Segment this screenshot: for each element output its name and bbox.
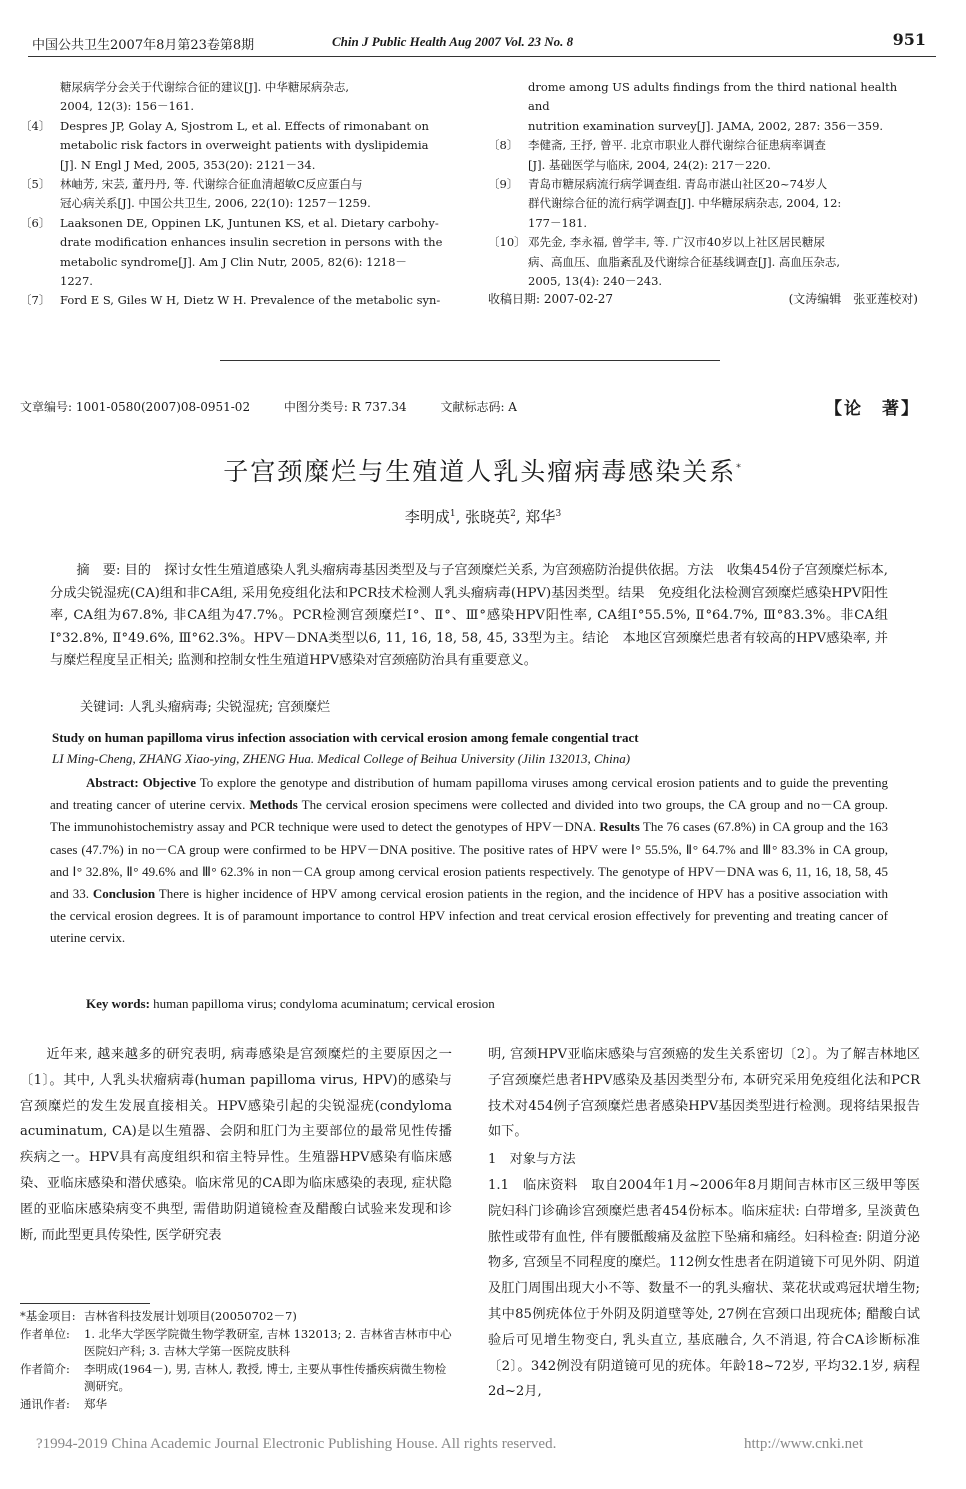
article-title: 子宫颈糜烂与生殖道人乳头瘤病毒感染关系* bbox=[223, 457, 743, 486]
reference-9: 〔9〕 青岛市糖尿病流行病学调查组. 青岛市湛山社区20~74岁人 群代谢综合征的流行病学调查[J]. 中华糖尿病杂志, 2004, 12: 177－181. bbox=[488, 177, 842, 230]
clc-number: 中图分类号: R 737.34 bbox=[283, 400, 407, 414]
body-left: 近年来, 越来越多的研究表明, 病毒感染是宫颈糜烂的主要原因之一〔1〕。其中, 人乳头状瘤病毒(human papilloma virus, HPV)的感染与宫颈糜烂的发生发展直接相关。HPV感染引起的尖锐湿疣(condyloma acuminatum, CA)是以生殖器、会阴和肛门为主要部位的最常见性传播疾病之一。HPV具有高度组织和宿主特异性。生殖器HPV感染有临床感染、亚临床感染和潜伏感染。临床常见的CA即为临床感染的表现, 症状隐匿的亚临床感染病变不典型, 需借助阴道镜检查及醋酸白试验来发现和诊断, 而此型更具传染性, 医学研究表 bbox=[20, 1047, 452, 1243]
article-separator bbox=[220, 360, 720, 361]
title-footnote-mark: * bbox=[736, 463, 743, 474]
copyright: ?1994-2019 China Academic Journal Electronic Publishing House. All rights reserved. bbox=[36, 1436, 557, 1452]
references-right bbox=[488, 78, 920, 291]
reference-4: 〔4〕 Despres JP, Golay A, Sjostrom L, et al. Effects of rimonabant on metabolic risk factors in overweight patients with dyslipidemia [J]. N Engl J Med, 2005, 353(20): 2121－34. bbox=[20, 118, 429, 172]
reference-10: 〔10〕 邓先金, 李永福, 曾学丰, 等. 广汉市40岁以上社区居民糖尿 病、高血压、血脂紊乱及代谢综合征基线调查[J]. 高血压杂志, 2005, 13(4): 240－243. bbox=[488, 235, 841, 289]
author: 张晓英 bbox=[465, 508, 511, 526]
reference-continuation: 糖尿病学分会关于代谢综合征的建议[J]. 中华糖尿病杂志, 2004, 12(3): 156－161. bbox=[60, 80, 350, 114]
journal-en: Chin J Public Health Aug 2007 Vol. 23 No. 8 bbox=[332, 34, 574, 49]
reference-5: 〔5〕 林岫芳, 宋芸, 董丹丹, 等. 代谢综合征血清超敏C反应蛋白与 冠心病关系[J]. 中国公共卫生, 2006, 22(10): 1257－1259. bbox=[20, 177, 371, 211]
header-rule bbox=[28, 56, 936, 57]
reference-6: 〔6〕 Laaksonen DE, Oppinen LK, Juntunen KS, et al. Dietary carbohy- drate modification enhances insulin secretion in persons with the metabolic syndrome[J]. Am J Clin Nutr, 2005, 82(6): 1218－ 1227. bbox=[20, 215, 443, 289]
page-number: 951 bbox=[892, 30, 926, 49]
running-header bbox=[32, 30, 932, 54]
keywords-en: Key words: human papilloma virus; condyloma acuminatum; cervical erosion bbox=[86, 996, 495, 1011]
article-meta bbox=[20, 398, 920, 415]
abstract-en: Abstract: Objective To explore the genotype and distribution of humam papilloma viruses among cervical erosion patients and to guide the preventing and treating cancer of uterine cervix. Methods The cervical erosion specimens were collected and divided into two groups, the CA group and no－CA group. The immunohistochemistry assay and PCR technique were used to detect the genotypes of HPV－DNA. Results The 76 cases (67.8%) in CA group and the 163 cases (47.7%) in no－CA group were confirmed to be HPV－DNA positive. The positive rates of HPV were Ⅰ° 55.5%, Ⅱ° 64.7% and Ⅲ° 83.3% in CA group, and Ⅰ° 32.8%, Ⅱ° 49.6% and Ⅲ° 62.3% in non－CA group among cervical erosion patients respectively. The genotype of HPV－DNA was 6, 11, 16, 18, 58, 45 and 33. Conclusion There is higher incidence of HPV among cervical erosion patients in the region, and the incidence of HPV has a positive association with the cervical erosion degrees. It is of paramount importance to control HPV infection and treat cervical erosion effectively for preventing and treating cancer of uterine cervix. bbox=[50, 775, 889, 946]
author: 李明成 bbox=[404, 508, 450, 526]
article-number: 文章编号: 1001-0580(2007)08-0951-02 bbox=[20, 400, 251, 414]
authors-en: LI Ming-Cheng, ZHANG Xiao-ying, ZHENG Hua. Medical College of Beihua University (Jilin 132013, China) bbox=[52, 751, 631, 766]
references-left bbox=[20, 78, 452, 311]
editor-credit: (文涛编辑 张亚莲校对) bbox=[788, 292, 918, 306]
footer-url[interactable]: http://www.cnki.net bbox=[744, 1436, 864, 1452]
footnote-fund: *基金项目: 吉林省科技发展计划项目(20050702－7) bbox=[20, 1309, 297, 1323]
title-en: Study on human papilloma virus infection association with cervical erosion among female congential tract bbox=[52, 730, 639, 745]
footnote-bio: 作者简介: 李明成(1964－), 男, 吉林人, 教授, 博士, 主要从事性传播疾病微生物检测研究。 bbox=[20, 1361, 447, 1393]
received-date: 收稿日期: 2007-02-27 bbox=[488, 292, 614, 306]
body-right bbox=[488, 1042, 920, 1405]
body-paragraph: 明, 宫颈HPV亚临床感染与宫颈癌的发生关系密切〔2〕。为了解吉林地区子宫颈糜烂患者HPV感染及基因类型分布, 本研究采用免疫组化法和PCR技术对454例子宫颈糜烂患者感染HPV基因类型进行检测。现将结果报告如下。 bbox=[488, 1047, 920, 1140]
abstract-cn: 摘 要: 目的 探讨女性生殖道感染人乳头瘤病毒基因类型及与子宫颈糜烂关系, 为宫颈癌防治提供依据。方法 收集454份子宫颈糜烂标本, 分成尖锐湿疣(CA)组和非CA组, 采用免疫组化法和PCR技术检测人乳头瘤病毒(HPV)基因类型。结果 免疫组化法检测宫颈糜烂感染HPV阳性率, CA组为67.8%, 非CA组为47.7%。PCR检测宫颈糜烂Ⅰ°、Ⅱ°、Ⅲ°感染HPV阳性率, CA组Ⅰ°55.5%, Ⅱ°64.7%, Ⅲ°83.3%。非CA组Ⅰ°32.8%, Ⅱ°49.6%, Ⅲ°62.3%。HPV－DNA类型以6, 11, 16, 18, 58, 45, 33型为主。结论 本地区宫颈糜烂患者有较高的HPV感染率, 并与糜烂程度呈正相关; 监测和控制女性生殖道HPV感染对宫颈癌防治具有重要意义。 bbox=[50, 563, 888, 669]
reference-7: 〔7〕 Ford E S, Giles W H, Dietz W H. Prevalence of the metabolic syn- bbox=[20, 293, 441, 308]
author-list: 李明成$^1$, 张晓英$^2$, 郑华$^3$ bbox=[404, 508, 562, 526]
document-code: 文献标志码: A bbox=[440, 400, 517, 414]
reference-8: 〔8〕 李健斋, 王抒, 曾平. 北京市职业人群代谢综合征患病率调查 [J]. 基础医学与临床, 2004, 24(2): 217－220. bbox=[488, 138, 826, 172]
journal-cn: 中国公共卫生2007年8月第23卷第8期 bbox=[32, 38, 255, 53]
footnote-affiliation: 作者单位: 1. 北华大学医学院微生物学教研室, 吉林 132013; 2. 吉林省吉林市中心医院妇产科; 3. 吉林大学第一医院皮肤科 bbox=[20, 1326, 452, 1358]
received-line bbox=[488, 290, 918, 307]
body-paragraph: 1.1 临床资料 取自2004年1月~2006年8月期间吉林市区三级甲等医院妇科门诊确诊宫颈糜烂患者454份标本。临床症状: 白带增多, 呈淡黄色脓性或带有血性, 伴有腰骶酸痛及盆腔下坠痛和痛经。妇科检查: 阴道分泌物多, 宫颈呈不同程度的糜烂。112例女性患者在阴道镜下可见外阴、阴道及肛门周围出现大小不等、数量不一的乳头瘤状、菜花状或鸡冠状增生物; 其中85例疣体位于外阴及阴道壁等处, 27例在宫颈口出现疣体; 醋酸白试验后可见增生物变白, 乳头直立, 基底融合, 久不消退, 符合CA诊断标准〔2〕。342例没有阴道镜可见的疣体。年龄18~72岁, 平均32.1岁, 病程2d~2月, bbox=[488, 1177, 920, 1400]
footer bbox=[36, 1436, 936, 1453]
footnotes bbox=[20, 1308, 452, 1413]
keywords-cn: 关键词: 人乳头瘤病毒; 尖锐湿疣; 宫颈糜烂 bbox=[80, 700, 331, 715]
reference-continuation: drome among US adults findings from the third national health and nutrition examination survey[J]. JAMA, 2002, 287: 356－359. bbox=[528, 80, 898, 133]
section-tag: 【论 著】 bbox=[825, 399, 920, 419]
footnote-correspondence: 通讯作者: 郑华 bbox=[20, 1396, 107, 1411]
section-heading: 1 对象与方法 bbox=[488, 1152, 576, 1168]
author: 郑华 bbox=[525, 508, 556, 526]
footnote-rule bbox=[20, 1303, 150, 1304]
